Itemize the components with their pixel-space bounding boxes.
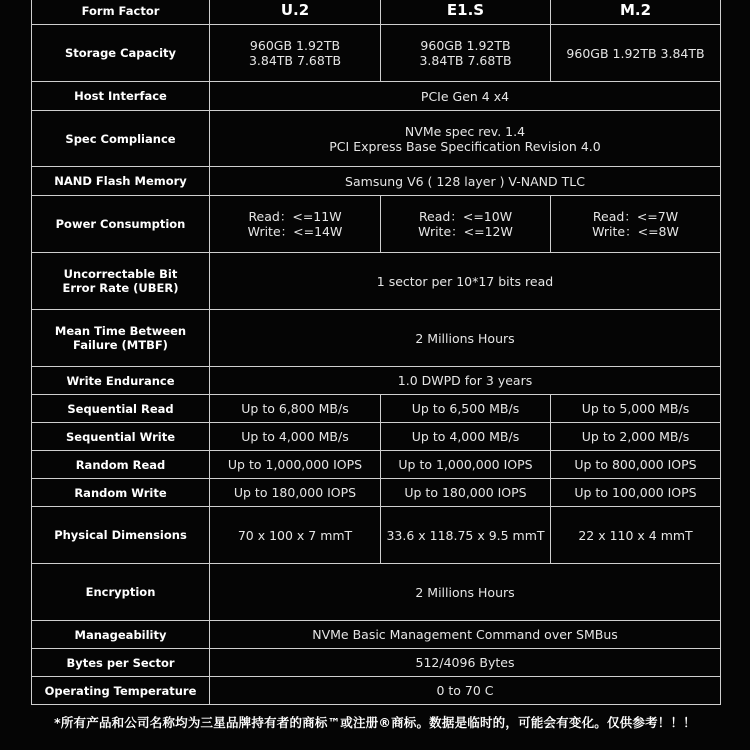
form-factor-label: Form Factor [32,0,210,25]
randread-label: Random Read [32,451,210,479]
dimensions-row [32,507,721,564]
spec-table [31,0,721,705]
temp-row [32,677,721,705]
spec-row [32,111,721,167]
temp-label: Operating Temperature [32,677,210,705]
temp-value: 0 to 70 C [210,677,721,705]
dimensions-u2: 70 x 100 x 7 mmT [210,507,381,564]
spec-value: NVMe spec rev. 1.4 PCI Express Base Specification Revision 4.0 [210,111,721,167]
header-m2: M.2 [551,0,721,25]
randread-e1s: Up to 1,000,000 IOPS [381,451,551,479]
bytes-value: 512/4096 Bytes [210,649,721,677]
encryption-label: Encryption [32,564,210,621]
seqwrite-label: Sequential Write [32,423,210,451]
dimensions-label: Physical Dimensions [32,507,210,564]
host-row [32,82,721,111]
header-e1s: E1.S [381,0,551,25]
host-label: Host Interface [32,82,210,111]
seqwrite-e1s: Up to 4,000 MB/s [381,423,551,451]
manage-row [32,621,721,649]
seqwrite-row [32,423,721,451]
randread-m2: Up to 800,000 IOPS [551,451,721,479]
header-u2: U.2 [210,0,381,25]
randwrite-label: Random Write [32,479,210,507]
power-e1s: Read：<=10W Write：<=12W [381,196,551,253]
seqread-m2: Up to 5,000 MB/s [551,395,721,423]
header-row [32,0,721,25]
seqread-u2: Up to 6,800 MB/s [210,395,381,423]
manage-label: Manageability [32,621,210,649]
randwrite-u2: Up to 180,000 IOPS [210,479,381,507]
seqwrite-m2: Up to 2,000 MB/s [551,423,721,451]
randwrite-m2: Up to 100,000 IOPS [551,479,721,507]
encryption-value: 2 Millions Hours [210,564,721,621]
power-u2: Read：<=11W Write：<=14W [210,196,381,253]
storage-u2: 960GB 1.92TB 3.84TB 7.68TB [210,25,381,82]
mtbf-value: 2 Millions Hours [210,310,721,367]
bytes-row [32,649,721,677]
mtbf-row [32,310,721,367]
power-row [32,196,721,253]
uber-row [32,253,721,310]
storage-label: Storage Capacity [32,25,210,82]
power-label: Power Consumption [32,196,210,253]
storage-e1s: 960GB 1.92TB 3.84TB 7.68TB [381,25,551,82]
endurance-value: 1.0 DWPD for 3 years [210,367,721,395]
randread-row [32,451,721,479]
bytes-label: Bytes per Sector [32,649,210,677]
dimensions-m2: 22 x 110 x 4 mmT [551,507,721,564]
nand-value: Samsung V6 ( 128 layer ) V-NAND TLC [210,167,721,196]
randread-u2: Up to 1,000,000 IOPS [210,451,381,479]
randwrite-row [32,479,721,507]
nand-label: NAND Flash Memory [32,167,210,196]
nand-row [32,167,721,196]
seqread-row [32,395,721,423]
spec-label: Spec Compliance [32,111,210,167]
dimensions-e1s: 33.6 x 118.75 x 9.5 mmT [381,507,551,564]
endurance-label: Write Endurance [32,367,210,395]
uber-value: 1 sector per 10*17 bits read [210,253,721,310]
storage-row [32,25,721,82]
storage-m2: 960GB 1.92TB 3.84TB [551,25,721,82]
mtbf-label: Mean Time Between Failure (MTBF) [32,310,210,367]
encryption-row [32,564,721,621]
seqwrite-u2: Up to 4,000 MB/s [210,423,381,451]
seqread-e1s: Up to 6,500 MB/s [381,395,551,423]
randwrite-e1s: Up to 180,000 IOPS [381,479,551,507]
endurance-row [32,367,721,395]
trademark-footnote: *所有产品和公司名称均为三星品牌持有者的商标™或注册®商标。数据是临时的，可能会有变化。仅供参考！！！ [54,715,696,730]
uber-label: Uncorrectable Bit Error Rate (UBER) [32,253,210,310]
host-value: PCIe Gen 4 x4 [210,82,721,111]
power-m2: Read：<=7W Write：<=8W [551,196,721,253]
seqread-label: Sequential Read [32,395,210,423]
manage-value: NVMe Basic Management Command over SMBus [210,621,721,649]
